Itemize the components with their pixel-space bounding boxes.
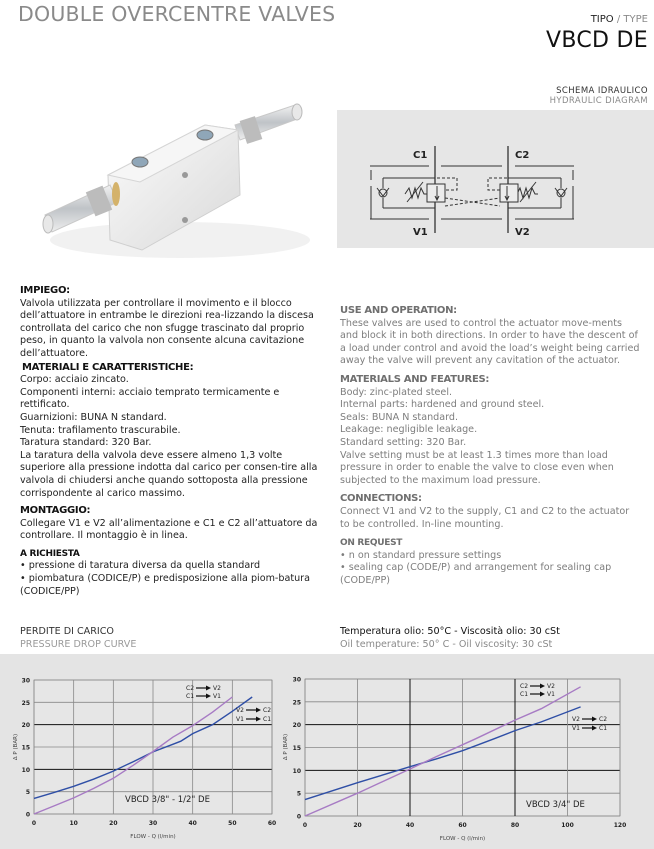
legend-v2-c2-from: V2	[572, 716, 580, 723]
chart-caption-it: PERDITE DI CARICO	[20, 626, 114, 637]
right-fitting	[235, 104, 302, 144]
port-v1: V1	[413, 227, 428, 238]
y-tick-label: 5	[296, 790, 301, 798]
legend-c2-v2-from: C2	[520, 683, 529, 690]
y-tick-label: 20	[292, 722, 301, 730]
x-tick-label: 40	[188, 820, 197, 827]
materiali-line: Taratura standard: 320 Bar.	[20, 437, 152, 449]
overcentre-valve-right	[500, 184, 518, 202]
y-tick-label: 25	[292, 699, 301, 707]
x-tick-label: 0	[31, 820, 37, 827]
materials-line: Leakage: negligible leakage.	[340, 424, 478, 436]
richiesta-item: • piombatura (CODICE/P) e predisposizione alla piom-batura (CODICE/PP)	[20, 573, 311, 597]
port-c1: C1	[413, 150, 428, 161]
overcentre-valve-left	[427, 184, 445, 202]
y-axis-label-right: Δ P (BAR)	[283, 733, 289, 761]
legend-v2-c2-to: C2	[599, 716, 608, 723]
y-tick-label: 10	[21, 766, 30, 774]
chart-title: VBCD 3/4" DE	[526, 800, 585, 810]
charts-band	[0, 654, 654, 849]
materials-heading: MATERIALS AND FEATURES:	[340, 373, 490, 385]
hydraulic-diagram	[337, 110, 654, 248]
legend-c2-v2-to: V2	[213, 685, 221, 692]
legend-c1-v1-to: V1	[213, 693, 221, 700]
x-axis-label: FLOW - Q (l/min)	[130, 834, 176, 840]
port-c2: C2	[515, 150, 530, 161]
x-tick-label: 100	[561, 822, 574, 829]
legend-c1-v1-to: V1	[547, 691, 555, 698]
connections-text: Connect V1 and V2 to the supply, C1 and C2 to the actuator to be controlled. In-line mounting.	[340, 505, 630, 530]
request-item: • sealing cap (CODE/P) and arrangement for sealing cap (CODE/PP)	[340, 562, 612, 586]
montaggio-text: Collegare V1 e V2 all’alimentazione e C1 e C2 all’attuatore da controllare. Il montaggio è in linea.	[20, 517, 318, 542]
impiego-heading: IMPIEGO:	[20, 285, 70, 296]
x-tick-label: 30	[148, 820, 158, 827]
legend-v2-c2-to: C2	[263, 707, 272, 714]
product-image	[10, 90, 330, 270]
legend-c2-v2-to: V2	[547, 683, 555, 690]
materials-line: Body: zinc-plated steel.	[340, 386, 453, 398]
schema-title-it: SCHEMA IDRAULICO	[556, 86, 648, 96]
x-tick-label: 80	[510, 822, 520, 829]
tipo-label-en: TYPE	[623, 14, 648, 25]
x-tick-label: 120	[613, 822, 627, 829]
montaggio-heading: MONTAGGIO:	[20, 505, 91, 517]
x-tick-label: 60	[267, 820, 277, 827]
materiali-line: Corpo: acciaio zincato.	[20, 374, 129, 386]
tipo-label-it: TIPO	[590, 14, 614, 25]
x-tick-label: 60	[458, 822, 467, 829]
y-tick-label: 30	[292, 676, 301, 684]
y-tick-label: 20	[21, 722, 30, 730]
legend-v1-c1-to: C1	[263, 716, 272, 723]
y-tick-label: 15	[292, 745, 301, 752]
y-tick-label: 15	[21, 744, 30, 752]
x-tick-label: 40	[405, 822, 415, 829]
x-tick-label: 0	[302, 822, 308, 829]
schema-title-en: HYDRAULIC DIAGRAM	[549, 96, 648, 106]
materials-line: Seals: BUNA N standard.	[340, 411, 459, 423]
type-label	[591, 14, 648, 25]
richiesta-heading: A RICHIESTA	[20, 548, 80, 559]
y-tick-label: 25	[21, 699, 30, 707]
italian-section	[20, 285, 320, 598]
english-section	[340, 305, 640, 587]
oil-conditions-it: Temperatura olio: 50°C - Viscosità olio: 30 cSt	[340, 626, 560, 637]
spring-left	[405, 188, 427, 198]
oil-conditions-en: Oil temperature: 50° C - Oil viscosity: 30 cSt	[340, 639, 553, 650]
legend-v1-c1-from: V1	[572, 725, 580, 732]
use-text: These valves are used to control the actuator move-ments and block it in both directions. In order to have the descent of a load under control and avoid the load’s weight being carried away the valve will prevent any cavitation of the actuator.	[340, 317, 640, 367]
chart-title: VBCD 3/8" - 1/2" DE	[125, 795, 210, 805]
y-tick-label: 0	[296, 813, 301, 821]
x-tick-label: 20	[109, 820, 118, 827]
x-tick-label: 10	[69, 820, 78, 827]
legend-c1-v1-from: C1	[186, 693, 195, 700]
materials-line: Standard setting: 320 Bar.	[340, 436, 467, 448]
impiego-text: Valvola utilizzata per controllare il movimento e il blocco dell’attuatore in entrambe le direzioni rea-lizzando la discesa controllata del carico che non sfugge trascinato dal proprio peso, in quanto la valvola non consente alcuna cavitazione dell’attuatore.	[20, 297, 314, 359]
materials-line: Valve setting must be at least 1.3 times more than load pressure in order to enable the valve to close even when subjected to the maximum load pressure.	[340, 449, 614, 486]
chart-caption-en: PRESSURE DROP CURVE	[20, 639, 137, 650]
use-heading: USE AND OPERATION:	[340, 305, 457, 316]
pressure-drop-chart-small	[0, 654, 300, 849]
legend-c1-v1-from: C1	[520, 691, 529, 698]
y-tick-label: 30	[21, 677, 30, 685]
tipo-separator: /	[616, 14, 621, 25]
materiali-line: Componenti interni: acciaio temprato termicamente e rettificato.	[20, 386, 280, 411]
legend-v2-c2-from: V2	[236, 707, 244, 714]
x-tick-label: 20	[353, 822, 362, 829]
hydraulic-diagram-svg	[337, 110, 654, 248]
x-axis-label: FLOW - Q (l/min)	[439, 836, 486, 842]
y-tick-label: 5	[25, 789, 30, 797]
pressure-drop-chart-large	[290, 654, 644, 849]
port-v2: V2	[515, 227, 530, 238]
y-tick-label: 0	[25, 811, 30, 819]
y-tick-label: 10	[292, 767, 301, 775]
materiali-line: La taratura della valvola deve essere almeno 1,3 volte superiore alla pressione indotta dal carico per consen-tire alla valvola di chiudersi anche quando sottoposta alla pressione corrispondente al carico massimo.	[20, 449, 318, 499]
connections-heading: CONNECTIONS:	[340, 493, 422, 505]
legend-v1-c1-from: V1	[236, 716, 244, 723]
richiesta-item: • pressione di taratura diversa da quella standard	[20, 560, 261, 572]
page-title: DOUBLE OVERCENTRE VALVES	[18, 2, 336, 26]
x-tick-label: 50	[228, 820, 237, 827]
model-code: VBCD DE	[546, 28, 648, 53]
materiali-heading: MATERIALI E CARATTERISTICHE:	[22, 361, 194, 373]
materiali-line: Tenuta: trafilamento trascurabile.	[20, 424, 181, 436]
legend-c2-v2-from: C2	[186, 685, 195, 692]
materiali-line: Guarnizioni: BUNA N standard.	[20, 411, 167, 423]
request-heading: ON REQUEST	[340, 538, 403, 549]
y-axis-label: Δ P (BAR)	[13, 733, 19, 761]
materials-line: Internal parts: hardened and ground steel.	[340, 399, 545, 411]
legend-v1-c1-to: C1	[599, 725, 608, 732]
request-item: • n on standard pressure settings	[340, 549, 502, 561]
